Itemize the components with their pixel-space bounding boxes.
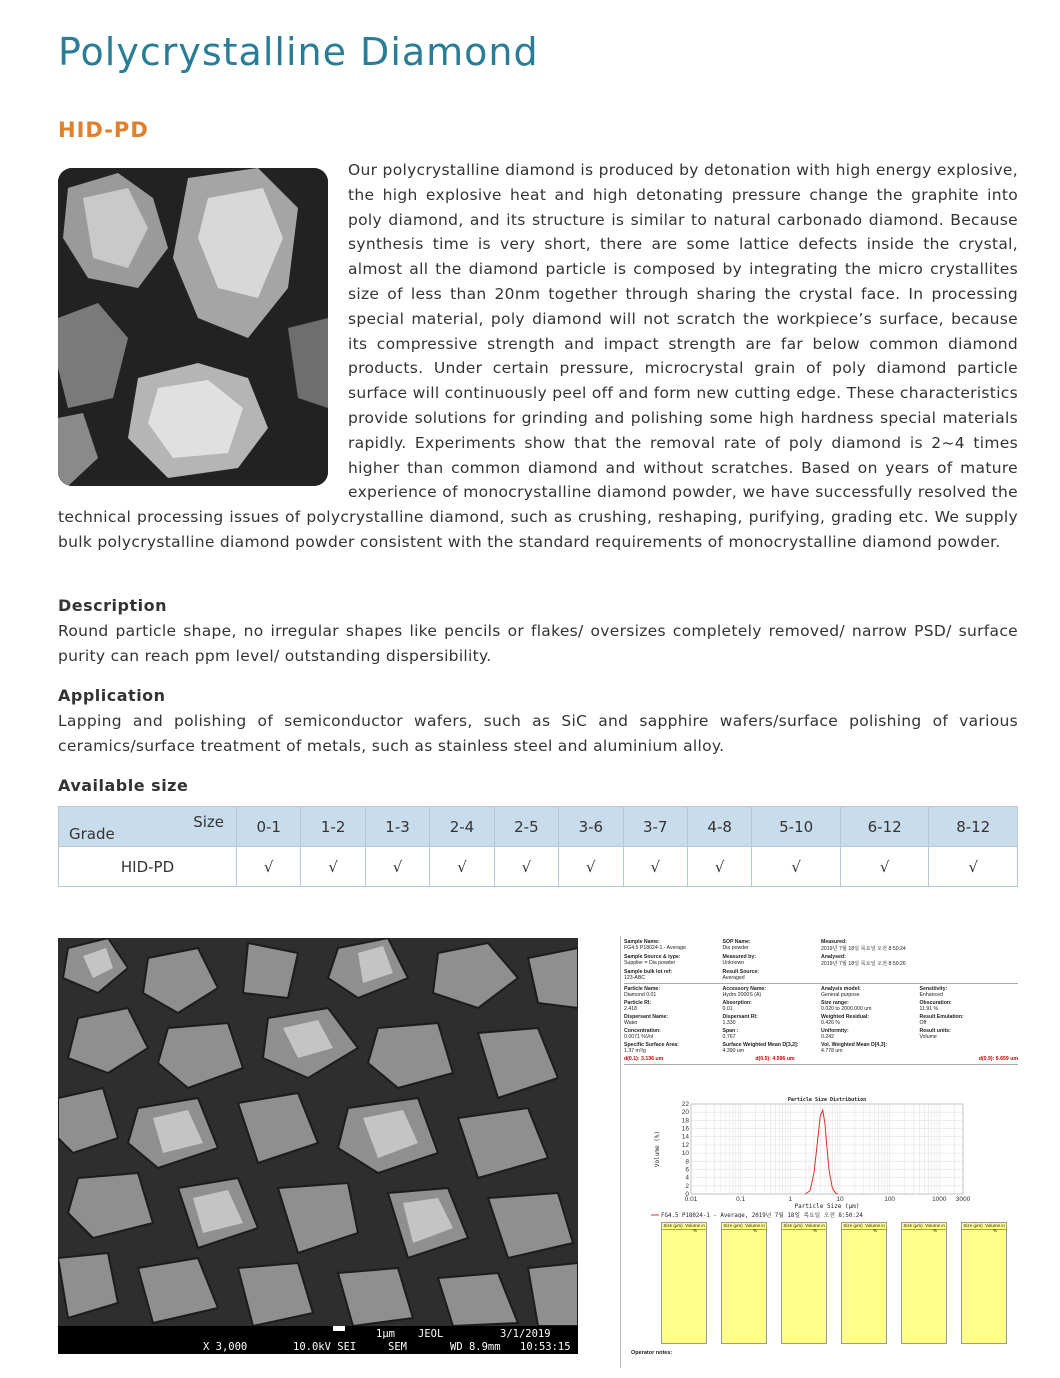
y-tick-label: 16 <box>681 1125 689 1133</box>
report-label: SOP Name: <box>722 939 751 945</box>
y-tick-label: 8 <box>685 1158 689 1166</box>
report-value: General purpose <box>821 992 860 998</box>
sem-micrograph <box>58 938 578 1354</box>
operator-notes: Operator notes: <box>631 1350 673 1356</box>
report-value: 0.0071 %Vol <box>624 1034 654 1040</box>
y-tick-label: 14 <box>681 1133 689 1141</box>
report-label: Weighted Residual: <box>821 1014 870 1020</box>
report-label: Surface Weighted Mean D[3,2]: <box>722 1042 799 1048</box>
volume-column-header: Volume in % <box>745 1223 765 1233</box>
report-row <box>624 969 1018 984</box>
check-mark: √ <box>687 847 751 887</box>
volume-column-header: Volume in % <box>925 1223 945 1233</box>
report-row <box>624 1056 1018 1065</box>
corner-size-label: Size <box>193 813 224 831</box>
report-value: Supplier = Dia powder <box>624 960 676 966</box>
size-column-header: Size (μm) <box>903 1223 923 1228</box>
report-value: 2019년 7월 18일 목요일 오전 8:50:24 <box>821 946 906 952</box>
report-value: Averaged <box>722 975 745 981</box>
size-table-header <box>59 807 1018 847</box>
x-tick-label: 0.1 <box>736 1196 746 1203</box>
check-mark: √ <box>365 847 429 887</box>
size-volume-table <box>961 1222 1007 1344</box>
table-header <box>902 1223 946 1233</box>
check-mark: √ <box>237 847 301 887</box>
check-mark: √ <box>559 847 623 887</box>
report-value: 0.01 <box>722 1006 733 1012</box>
report-label: Absorption: <box>722 1000 752 1006</box>
report-row <box>624 986 1018 998</box>
corner-grade-label: Grade <box>69 825 115 843</box>
report-value: 0.242 <box>821 1034 834 1040</box>
sem-date: 3/1/2019 <box>500 1328 551 1340</box>
size-col: 5-10 <box>752 807 841 847</box>
report-value: Water <box>624 1020 638 1026</box>
report-row <box>624 1014 1018 1026</box>
check-mark: √ <box>929 847 1018 887</box>
scale-bar <box>333 1326 345 1331</box>
intro-text: Our polycrystalline diamond is produced by detonation with high energy explosive, the high explosive heat and high detonating pressure change the graphite into poly diamond, and its structure is similar to natural carbonado diamond. Because synthesis time is very short, there are some lattice defects inside the crystal, almost all the diamond particle is composed by integrating the micro crystallites size of less than 20nm together through sharing the crystal face. In processing special material, poly diamond will not scratch the workpiece’s surface, because its compressive strength and impact strength are far below common diamond products. Under certain pressure, microcrystal grain of poly diamond particle surface will continuously peel off and form new cutting edge. These characteristics provide solutions for grinding and polishing some high hardness special materials rapidly. Experiments show that the removal rate of poly diamond is 2~4 times higher than common diamond and without scratches. Based on years of mature experience of monocrystalline diamond powder, we have successfully resolved the technical processing issues of polycrystalline diamond, such as crushing, reshaping, purifying, grading etc. We supply bulk polycrystalline diamond powder consistent with the standard requirements of monocrystalline diamond powder. <box>58 161 1018 551</box>
available-size-heading: Available size <box>58 776 189 795</box>
report-value: 0.767 <box>722 1034 736 1040</box>
d01-value: d(0.1): 3.136 um <box>624 1056 664 1062</box>
report-value: 11.91 % <box>919 1006 939 1012</box>
report-label: Obscuration: <box>919 1000 952 1006</box>
table-header <box>662 1223 706 1233</box>
report-header <box>624 939 1018 1067</box>
report-label: Sample Name: <box>624 939 660 945</box>
report-value: Unknown <box>722 960 745 966</box>
report-label: Sample Source & type: <box>624 954 681 960</box>
application-heading: Application <box>58 686 166 705</box>
table-row <box>59 847 1018 887</box>
report-value: Enhanced <box>919 992 943 998</box>
report-label: Result Source: <box>722 969 760 975</box>
y-axis-label: Volume (%) <box>654 1130 661 1168</box>
report-value: 2.418 <box>624 1006 637 1012</box>
table-corner-cell <box>59 807 237 847</box>
chart-title: Particle Size Distribution <box>787 1097 867 1103</box>
size-col: 0-1 <box>237 807 301 847</box>
x-tick-label: 3000 <box>955 1196 971 1203</box>
report-label: Measured: <box>821 939 847 945</box>
size-volume-tables <box>661 1222 1011 1344</box>
x-tick-label: 10 <box>836 1196 844 1203</box>
page-title: Polycrystalline Diamond <box>58 30 539 74</box>
size-col: 1-2 <box>301 807 365 847</box>
report-value: 4.778 um <box>821 1048 843 1054</box>
report-label: Sample bulk lot ref: <box>624 969 673 975</box>
report-label: Particle RI: <box>624 1000 652 1006</box>
x-tick-label: 100 <box>884 1196 896 1203</box>
sem-mode: SEM <box>388 1341 407 1353</box>
report-label: Concentration: <box>624 1028 661 1034</box>
size-volume-table <box>841 1222 887 1344</box>
sem-voltage: 10.0kV SEI <box>293 1341 357 1353</box>
report-row <box>624 939 1018 952</box>
check-mark: √ <box>623 847 687 887</box>
report-value: FG4.5 P18024-1 - Average <box>624 945 686 951</box>
size-col: 3-7 <box>623 807 687 847</box>
check-mark: √ <box>840 847 929 887</box>
report-value: 2019년 7월 18일 목요일 오전 8:50:26 <box>821 961 906 967</box>
size-volume-table <box>781 1222 827 1344</box>
report-label: Vol. Weighted Mean D[4,3]: <box>821 1042 888 1048</box>
volume-column-header: Volume in % <box>985 1223 1005 1233</box>
sem-brand: JEOL <box>418 1328 444 1340</box>
table-header <box>962 1223 1006 1233</box>
report-value: 123-ABC <box>624 975 646 981</box>
size-column-header: Size (μm) <box>843 1223 863 1228</box>
check-mark: √ <box>752 847 841 887</box>
x-tick-label: 0.01 <box>684 1196 698 1203</box>
size-column-header: Size (μm) <box>663 1223 683 1228</box>
size-col: 2-4 <box>430 807 494 847</box>
size-column-header: Size (μm) <box>783 1223 803 1228</box>
y-tick-label: 20 <box>681 1109 689 1117</box>
size-volume-table <box>661 1222 707 1344</box>
table-header <box>842 1223 886 1233</box>
report-value: Volume <box>919 1034 937 1040</box>
volume-column-header: Volume in % <box>865 1223 885 1233</box>
report-row <box>624 954 1018 967</box>
d05-value: d(0.5): 4.596 um <box>755 1056 795 1062</box>
description-text: Round particle shape, no irregular shapes like pencils or flakes/ oversizes completely removed/ narrow PSD/ surface purity can reach ppm level/ outstanding dispersibility. <box>58 622 1018 665</box>
report-value: Hydro 2000S (A) <box>722 992 762 998</box>
size-col: 1-3 <box>365 807 429 847</box>
x-tick-label: 1000 <box>932 1196 947 1203</box>
report-label: Uniformity: <box>821 1028 849 1034</box>
report-label: Result Emulation: <box>919 1014 964 1020</box>
y-tick-label: 10 <box>681 1150 689 1158</box>
check-mark: √ <box>301 847 365 887</box>
report-label: Analysis model: <box>821 986 861 992</box>
size-column-header: Size (μm) <box>723 1223 743 1228</box>
size-col: 8-12 <box>929 807 1018 847</box>
table-header <box>722 1223 766 1233</box>
table-header <box>782 1223 826 1233</box>
size-col: 3-6 <box>559 807 623 847</box>
check-mark: √ <box>494 847 558 887</box>
report-label: Measured by: <box>722 954 756 960</box>
report-label: Dispersant Name: <box>624 1014 669 1020</box>
legend-label: FG4.5 P18024-1 - Average, 2019년 7월 18일 목요일 오전 8:50:24 <box>661 1213 863 1218</box>
d09-value: d(0.9): 6.659 um <box>978 1056 1018 1062</box>
report-label: Particle Name: <box>624 986 661 992</box>
report-label: Result units: <box>919 1028 951 1034</box>
x-axis-label: Particle Size (μm) <box>794 1203 860 1210</box>
sem-wd: WD 8.9mm <box>450 1341 501 1353</box>
size-col: 4-8 <box>687 807 751 847</box>
report-label: Size range: <box>821 1000 849 1006</box>
product-code: HID-PD <box>58 118 149 142</box>
report-value: 0.020 to 2000.000 um <box>821 1006 872 1012</box>
sem-grain-texture <box>58 938 578 1326</box>
size-table <box>58 806 1018 887</box>
volume-column-header: Volume in % <box>685 1223 705 1233</box>
report-value: 1.37 m²/g <box>624 1048 646 1054</box>
particle-size-report <box>620 936 1020 1368</box>
y-tick-label: 22 <box>681 1101 689 1108</box>
description-heading: Description <box>58 596 167 615</box>
sem-scale: 1μm <box>376 1328 395 1340</box>
size-col: 6-12 <box>840 807 929 847</box>
y-tick-label: 2 <box>685 1182 689 1190</box>
report-label: Specific Surface Area: <box>624 1042 679 1048</box>
report-value: 4.390 um <box>722 1048 745 1054</box>
y-tick-label: 12 <box>681 1141 689 1149</box>
size-col: 2-5 <box>494 807 558 847</box>
volume-column-header: Volume in % <box>805 1223 825 1233</box>
psd-chart <box>651 1094 1021 1218</box>
grade-label: HID-PD <box>59 847 237 887</box>
report-label: Span : <box>722 1028 739 1034</box>
report-label: Accessory Name: <box>722 986 767 992</box>
report-value: Diamond 0.01 <box>624 992 657 998</box>
report-label: Sensitivity: <box>919 986 948 992</box>
report-value: 1.330 <box>722 1020 736 1026</box>
sem-magnification: X 3,000 <box>203 1341 248 1353</box>
x-tick-label: 1 <box>788 1196 793 1203</box>
size-volume-table <box>901 1222 947 1344</box>
report-value: Off <box>919 1020 927 1026</box>
sem-time: 10:53:15 <box>520 1341 571 1353</box>
sem-info-bar <box>58 1326 578 1354</box>
intro-paragraph <box>58 158 1018 555</box>
application-text: Lapping and polishing of semiconductor wafers, such as SiC and sapphire wafers/surface polishing of various ceramics/surface treatment of metals, such as stainless steel and aluminium alloy. <box>58 712 1018 755</box>
report-row <box>624 1042 1018 1054</box>
size-volume-table <box>721 1222 767 1344</box>
y-tick-label: 6 <box>685 1166 689 1174</box>
report-row <box>624 1000 1018 1012</box>
report-row <box>624 1028 1018 1040</box>
size-column-header: Size (μm) <box>963 1223 983 1228</box>
report-value: Dia powder <box>722 945 749 951</box>
report-label: Dispersant RI: <box>722 1014 758 1020</box>
y-tick-label: 4 <box>685 1174 689 1182</box>
report-value: 0.426 % <box>821 1020 841 1026</box>
report-label: Analysed: <box>821 954 846 960</box>
check-mark: √ <box>430 847 494 887</box>
y-tick-label: 18 <box>681 1117 689 1125</box>
y-tick-label: 0 <box>685 1191 689 1198</box>
